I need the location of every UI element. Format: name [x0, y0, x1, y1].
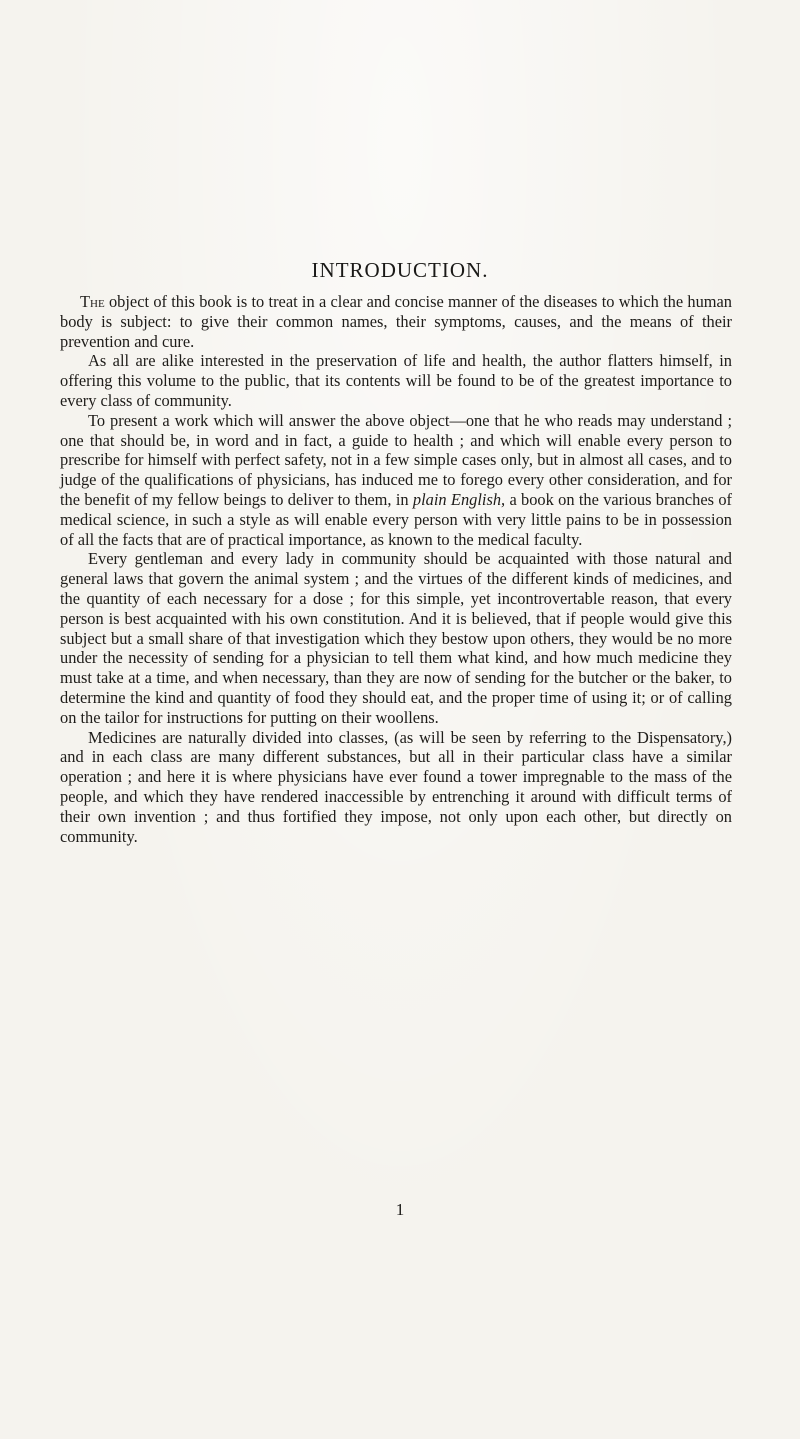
page-number: 1 [395, 1200, 405, 1219]
paragraph-3-before: To present a work which will answer the above object—one that he who reads may understand ; one that should be, in word and in fact, a guide to health ; and which will enable every person to prescribe for himself with perfect safety, not in a few simple cases only, but in almost all cases, and to judge of the qualifications of physicians, has induced me to forego every other consideration, and for the benefit of my fellow beings to deliver to them, in [60, 410, 732, 509]
paragraph-3 [60, 411, 732, 550]
body-text [60, 292, 732, 846]
paragraph-5: Medicines are naturally divided into classes, (as will be seen by referring to the Dispensatory,) and in each class are many different substances, but all in their particular class have a similar operation ; and here it is where physicians have ever found a tower impregnable to the mass of the people, and which they have rendered inaccessible by entrenching it around with difficult terms of their own invention ; and thus fortified they impose, not only upon each other, but directly on community. [60, 727, 732, 846]
paragraph-3-after: a book on the various branches of medical science, in such a style as will enable every person with very little pains to be in possession of all the facts that are of practical importance, as known to the medical faculty. [60, 489, 732, 549]
paragraph-1-lead: The [80, 292, 105, 311]
paragraph-2: As all are alike interested in the preservation of life and health, the author flatters himself, in offering this volume to the public, that its contents will be found to be of the greatest importance to every class of community. [60, 351, 732, 410]
paragraph-4: Every gentleman and every lady in community should be acquainted with those natural and general laws that govern the animal system ; and the virtues of the different kinds of medicines, and the quantity of each necessary for a dose ; for this simple, yet incontrovertable reason, that every person is best acquainted with his own constitution. And it is believed, that if people would give this subject but a small share of that investigation which they bestow upon others, they would be no more under the necessity of sending for a physician to tell them what kind, and how much medicine they must take at a time, and when necessary, than they are now of sending for the butcher or the baker, to determine the kind and quantity of food they should eat, and the proper time of using it; or of calling on the tailor for instructions for putting on their woollens. [60, 549, 732, 727]
paragraph-3-emphasis: plain English, [412, 489, 506, 509]
chapter-heading: INTRODUCTION. [311, 258, 489, 282]
paragraph-1-text: object of this book is to treat in a clear and concise manner of the diseases to which the human body is subject: to give their common names, their symptoms, causes, and the means of their prevention and cure. [60, 292, 732, 351]
paragraph-1 [60, 292, 732, 351]
